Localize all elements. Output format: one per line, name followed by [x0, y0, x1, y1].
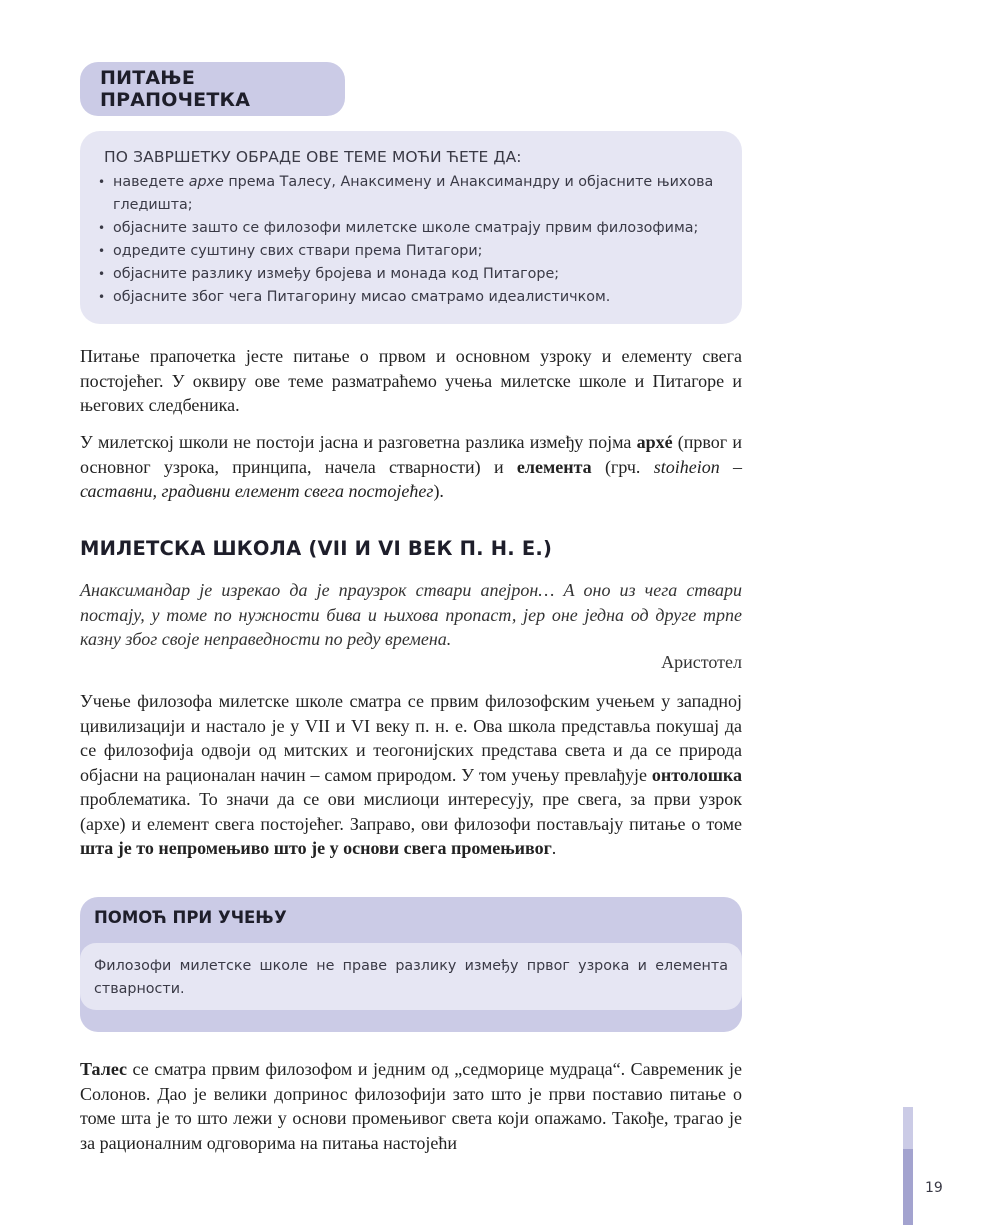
intro-paragraph-2: У милетској школи не постоји јасна и разговетна разлика између појма архé (првог и основног узрока, принципа, начела стварности) и елемента (грч. stoiheion – саставни, градивни елемент свега постојећег).	[80, 432, 743, 501]
page-number: 19	[925, 1180, 943, 1196]
page-edge-tab-dark	[903, 1149, 913, 1225]
quote-author: Аристотел	[661, 652, 742, 672]
section-title: МИЛЕТСКА ШКОЛА (VII И VI ВЕК П. Н. Е.)	[80, 537, 553, 560]
learning-outcomes-box	[80, 131, 742, 324]
page-edge-tab-light	[903, 1107, 913, 1149]
outcome-item: • објасните разлику између бројева и монада код Питагоре;	[98, 263, 718, 286]
intro-paragraph-1: Питање прапочетка јесте питање о првом и основном узроку и елементу свега постојећег. У оквиру ове теме разматраћемо учења милетске школе и Питагоре и његових следбеника.	[80, 346, 742, 415]
thales-paragraph: Талес се сматра првим филозофом и једним од „седморице мудраца“. Савременик је Солонов. Дао је велики допринос филозофији зато што је први поставио питање о томе шта је то што лежи у основи промењивог света који опажамо. Такође, трагао је за рационалним одговорима на питања настојећи	[80, 1059, 742, 1153]
outcome-item: • објасните због чега Питагорину мисао сматрамо идеалистичком.	[98, 286, 718, 309]
study-help-text: Филозофи милетске школе не праве разлику између првог узрока и елемента стварности.	[80, 943, 742, 1010]
milesian-paragraph: Учење филозофа милетске школе сматра се првим филозофским учењем у западној цивилизацији и настало је у VII и VI веку п. н. е. Ова школа представља покушај да се филозофија одвоји од митских и теогонијских представа света и да се природа објасни на рационалан начин – самом природом. У том учењу превлађује онтолошка проблематика. То значи да се ови мислиоци интересују, пре свега, за први узрок (архе) и елемент свега постојећег. Заправо, ови филозофи постављају питање о томе шта је то непромењиво што је у основи свега промењивог.	[80, 691, 742, 858]
study-help-title: ПОМОЋ ПРИ УЧЕЊУ	[94, 908, 287, 927]
outcome-item: • наведете архе према Талесу, Анаксимену и Анаксимандру и објасните њихова гледишта;	[98, 171, 718, 217]
lesson-title: ПИТАЊЕ ПРАПОЧЕТКА	[100, 67, 251, 111]
quote-text: Анаксимандар је изрекао да је праузрок ствари апејрон… А оно из чега ствари постају, у томе по нужности бива и њихова пропаст, јер оне једна од друге трпе казну због своје неправедности по реду времена.	[80, 580, 742, 649]
outcome-item: • објасните зашто се филозофи милетске школе сматрају првим филозофима;	[98, 217, 718, 240]
learning-outcomes-list	[98, 171, 718, 309]
lesson-title-pill	[80, 62, 345, 116]
study-help-box	[80, 897, 742, 1032]
outcome-item: • одредите суштину свих ствари према Питагори;	[98, 240, 718, 263]
learning-outcomes-heading: ПО ЗАВРШЕТКУ ОБРАДЕ ОВЕ ТЕМЕ МОЋИ ЋЕТЕ ДА:	[104, 148, 522, 166]
